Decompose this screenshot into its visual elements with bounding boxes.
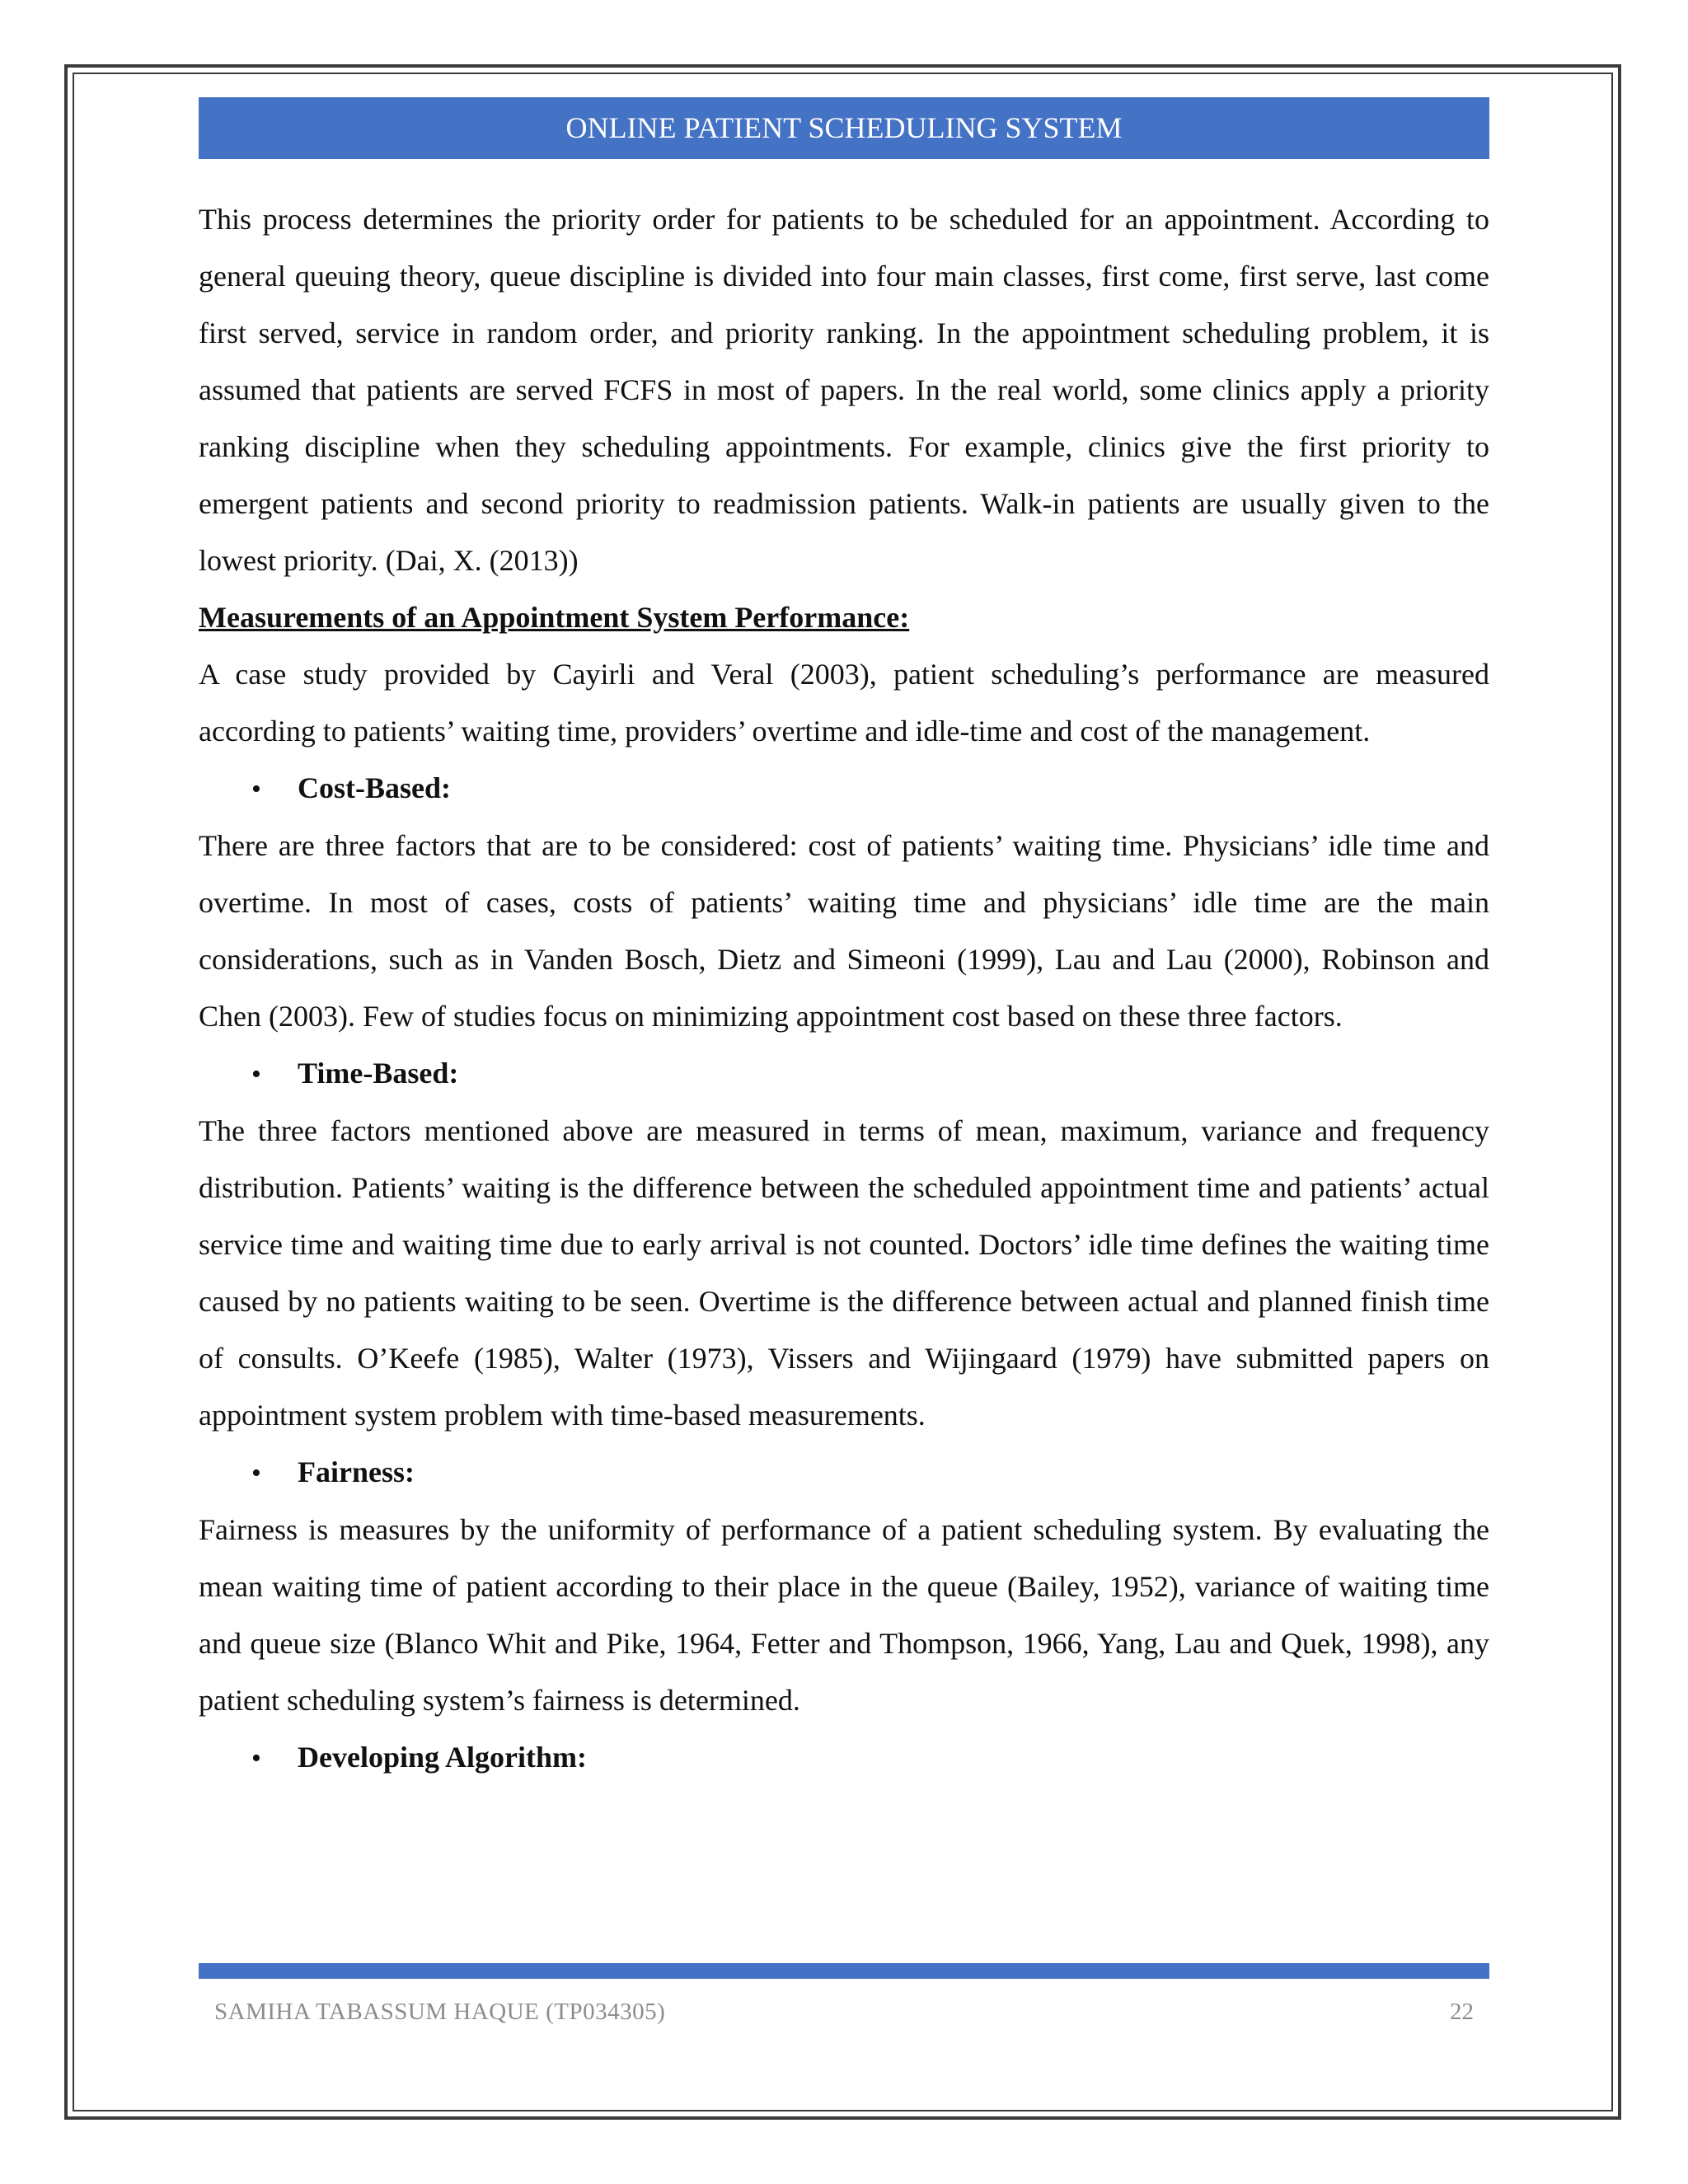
time-paragraph: The three factors mentioned above are measured in terms of mean, maximum, variance and frequency distribution. Patients’ waiting is the difference between the scheduled appointment time and patients’ actual service time and waiting time due to early arrival is not counted. Doctors’ idle time defines the waiting time caused by no patients waiting to be seen. Overtime is the difference between actual and planned finish time of consults. O’Keefe (1985), Walter (1973), Vissers and Wijingaard (1979) have submitted papers on appointment system problem with time-based measurements. xyxy=(199,1114,1489,1432)
bullet-label: Cost-Based: xyxy=(298,771,451,804)
bullet-label: Fairness: xyxy=(298,1455,415,1488)
footer-divider xyxy=(199,1963,1489,1979)
page-header xyxy=(199,97,1489,159)
bullet-icon: • xyxy=(251,1059,261,1090)
page-number: 22 xyxy=(1450,1999,1474,2025)
cost-paragraph: There are three factors that are to be considered: cost of patients’ waiting time. Physicians’ idle time and overtime. In most of cases, costs of patients’ waiting time and physicians’ idle time are the main considerations, such as in Vanden Bosch, Dietz and Simeoni (1999), Lau and Lau (2000), Robinson and Chen (2003). Few of studies focus on minimizing appointment cost based on these three factors. xyxy=(199,829,1489,1033)
bullet-icon: • xyxy=(251,1458,261,1488)
bullet-developing-algorithm xyxy=(199,1729,1489,1787)
bullet-cost-based xyxy=(199,760,1489,818)
bullet-icon: • xyxy=(251,1743,261,1774)
fairness-paragraph: Fairness is measures by the uniformity of performance of a patient scheduling system. By evaluating the mean waiting time of patient according to their place in the queue (Bailey, 1952), variance of waiting time and queue size (Blanco Whit and Pike, 1964, Fetter and Thompson, 1966, Yang, Lau and Quek, 1998), any patient scheduling system’s fairness is determined. xyxy=(199,1513,1489,1717)
header-title: ONLINE PATIENT SCHEDULING SYSTEM xyxy=(565,111,1123,144)
intro-paragraph: This process determines the priority order for patients to be scheduled for an appointment. According to general queuing theory, queue discipline is divided into four main classes, first come, first serve, last come first served, service in random order, and priority ranking. In the appointment scheduling problem, it is assumed that patients are served FCFS in most of papers. In the real world, some clinics apply a priority ranking discipline when they scheduling appointments. For example, clinics give the first priority to emergent patients and second priority to readmission patients. Walk-in patients are usually given to the lowest priority. (Dai, X. (2013)) xyxy=(199,203,1489,577)
page-content xyxy=(199,191,1489,1787)
bullet-label: Time-Based: xyxy=(298,1057,459,1090)
measurements-heading: Measurements of an Appointment System Performance: xyxy=(199,601,910,634)
bullet-fairness xyxy=(199,1444,1489,1502)
bullet-label: Developing Algorithm: xyxy=(298,1741,587,1774)
bullet-time-based xyxy=(199,1045,1489,1103)
bullet-icon: • xyxy=(251,774,261,804)
measurements-paragraph: A case study provided by Cayirli and Veral (2003), patient scheduling’s performance are measured according to patients’ waiting time, providers’ overtime and idle-time and cost of the management. xyxy=(199,658,1489,748)
footer-author: SAMIHA TABASSUM HAQUE (TP034305) xyxy=(214,1999,666,2025)
